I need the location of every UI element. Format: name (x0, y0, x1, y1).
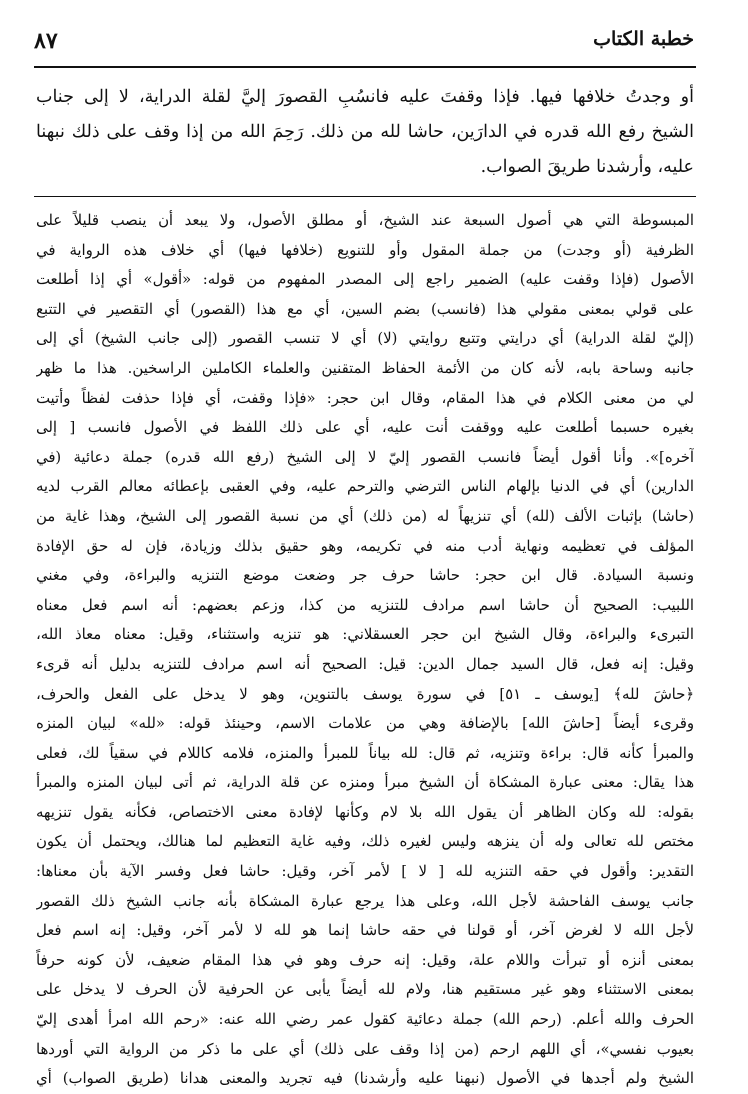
commentary-line: التبرىء والبراءة، وقال الشيخ ابن حجر العسقلاني: هو تنزيه واستثناء، وقيل: معناه معاذ الله، (36, 626, 694, 644)
commentary-line: وقرىء أيضاً [حاشَ الله] بالإضافة وهي من علامات الاسم، وحينئذ قوله: «لله» لبيان المنزه (36, 715, 694, 733)
commentary-line: المبسوطة التي هي أصول السبعة عند الشيخ، أو مطلق الأصول، ولا يبعد أن ينصب قليلاً على (36, 212, 694, 229)
main-text-line: عليه، وأرشدنا طريقَ الصواب. (480, 157, 694, 177)
commentary-line: الأصول (فإذا وقفت عليه) الضمير راجع إلى المصدر المفهوم من قوله: «أقول» أي إذا أطلعت (36, 271, 694, 289)
commentary-text (36, 206, 694, 1094)
chapter-title: خطبة الكتاب (593, 28, 694, 50)
main-text-line: الشيخ رفع الله قدره في الدارَين، حاشا لله من ذلك. رَحِمَ الله من إذا وقف على ذلك نبهنا (36, 122, 694, 142)
commentary-line: آخره]». وأنا أقول أيضاً فانسب القصور إليّ لا إلى الشيخ (رفع الله قدره) جملة دعائية (في (36, 448, 694, 466)
commentary-line: (إليّ لقلة الدراية) أي درايتي وتتبع روايتي (لا) أي لا تنسب القصور (إلى جانب الشيخ) أي إلى (36, 330, 694, 348)
commentary-line: الدارين) أي في الدنيا بإلهام الناس الترضي والترحم عليه، وفي العقبى بإعطائه معالم القرب لديه (36, 478, 694, 496)
main-text (36, 80, 694, 185)
commentary-line: بغيره حسبما أطلعت عليه ووقفت أنت عليه، أي على ذلك اللفظ في الأصول فانسب [ إلى (36, 419, 694, 437)
page-number: ٨٧ (34, 28, 58, 54)
commentary-line: الشيخ ولم أجدها في الأصول (نبهنا عليه وأرشدنا) فيه تجريد والمعنى هدانا (طريق الصواب) أي (36, 1070, 694, 1088)
main-text-line: أو وجدتُ خلافها فيها. فإذا وقفتَ عليه فانسُبِ القصورَ إليَّ لقلة الدراية، لا إلى جناب (36, 87, 694, 107)
commentary-line: الظرفية (أو وجدت) من جملة المقول وأو للتنويع (خلافها فيها) أي خلاف هذه الرواية في (36, 241, 694, 259)
commentary-line: والمبرأ كأنه قال: براءة وتنزيه، ثم قال: لله بياناً للمبرأ والمنزه، فلامه كاللام في سقياً لك، فعلى (36, 744, 694, 762)
commentary-line: لي من معنى الكلام في هذا المقام، وقال ابن حجر: «فإذا وقفت، أي فإذا حذفت لفظاً وأتيت (36, 389, 694, 407)
commentary-line: بعيوب نفسي»، أي اللهم ارحم (من إذا وقف على ذلك) أي على ما ذكر من الرواية التي أوردها (36, 1040, 694, 1058)
commentary-line: على قولي بمعنى مقولي هذا (فانسب) بضم السين، أي مع هذا (القصور) أي التقصير في التتبع (36, 300, 694, 318)
commentary-line: لأجل الله لا لغرض آخر، أو قولنا في حقه حاشا إنما هو لله لا لأمر آخر، وقيل: إنه اسم فعل (36, 922, 694, 940)
commentary-line: ونسبة السيادة. قال ابن حجر: حاشا حرف جر وضعت موضع التنزيه والبراءة، وفي مغني (36, 567, 694, 585)
commentary-line: بمعنى الاستثناء وهو غير مستقيم هنا، ولام لله أيضاً يأبى عن الحرفية لأن الحرف لا يدخل على (36, 981, 694, 999)
commentary-line: الحرف والله أعلم. (رحم الله) جملة دعائية كقول عمر رضي الله عنه: «رحم الله امرأ أهدى إليّ (36, 1011, 694, 1029)
commentary-line: بمعنى أنزه أو تبرأت واللام علة، وقيل: إنه حرف وهو في هذا المقام ضعيف، لأن كونه حرفاً (36, 951, 694, 969)
commentary-line: التقدير: وأقول في حقه التنزيه لله [ لا ] لأمر آخر، وقيل: حاشا فعل وفسر الآية بأن معناها: (36, 863, 694, 881)
commentary-line: المؤلف في تعظيمه ونهاية أدب منه في تكريمه، وهو حقيق بذلك وزيادة، فإن له حق الإفادة (36, 537, 694, 555)
commentary-line: وقيل: إنه فعل، قال السيد جمال الدين: قيل: الصحيح أنه اسم مرادف للتنزيه بدليل أنه قرىء (36, 655, 694, 673)
commentary-line: اللبيب: الصحيح أن حاشا اسم مرادف للتنزيه من كذا، وزعم بعضهم: أنه اسم فعل معناه (36, 596, 694, 614)
commentary-line: جانبه وساحة بابه، لأنه كان من الأئمة الحفاظ المتقنين والعلماء الكاملين الراسخين. هذا ما ظهر (36, 359, 694, 377)
commentary-line: هذا يقال: معنى عبارة المشكاة أن الشيخ مبرأ ومنزه عن قلة الدراية، ثم أتى لبيان المنزه والمبرأ (36, 774, 694, 792)
commentary-line: بقوله: لله وكان الظاهر أن يقول الله بلا لام وكأنها لإفادة معنى الاختصاص، فكأنه يقول تنزيهه (36, 803, 694, 821)
commentary-line: جانب يوسف الفاحشة لأجل الله، وعلى هذا يرجع عبارة المشكاة بأنه جانب الشيخ ذلك القصور (36, 892, 694, 910)
header-rule (34, 66, 696, 68)
commentary-line: ﴿حاشَ لله﴾ [يوسف ـ ٥١] في سورة يوسف بالتنوين، وهو لا يدخل على الفعل والحرف، (36, 685, 694, 703)
commentary-line: (حاشا) بإثبات الألف (لله) أي تنزيهاً له (من ذلك) أي من نسبة القصور إلى الشيخ، وهذا غاية من (36, 507, 694, 525)
commentary-line: مختص لله تعالى وله أن ينزهه وليس لغيره ذلك، وفيه غاية التعظيم لما هنالك، ويحتمل أن يكون (36, 833, 694, 851)
footnote-separator (34, 196, 696, 197)
